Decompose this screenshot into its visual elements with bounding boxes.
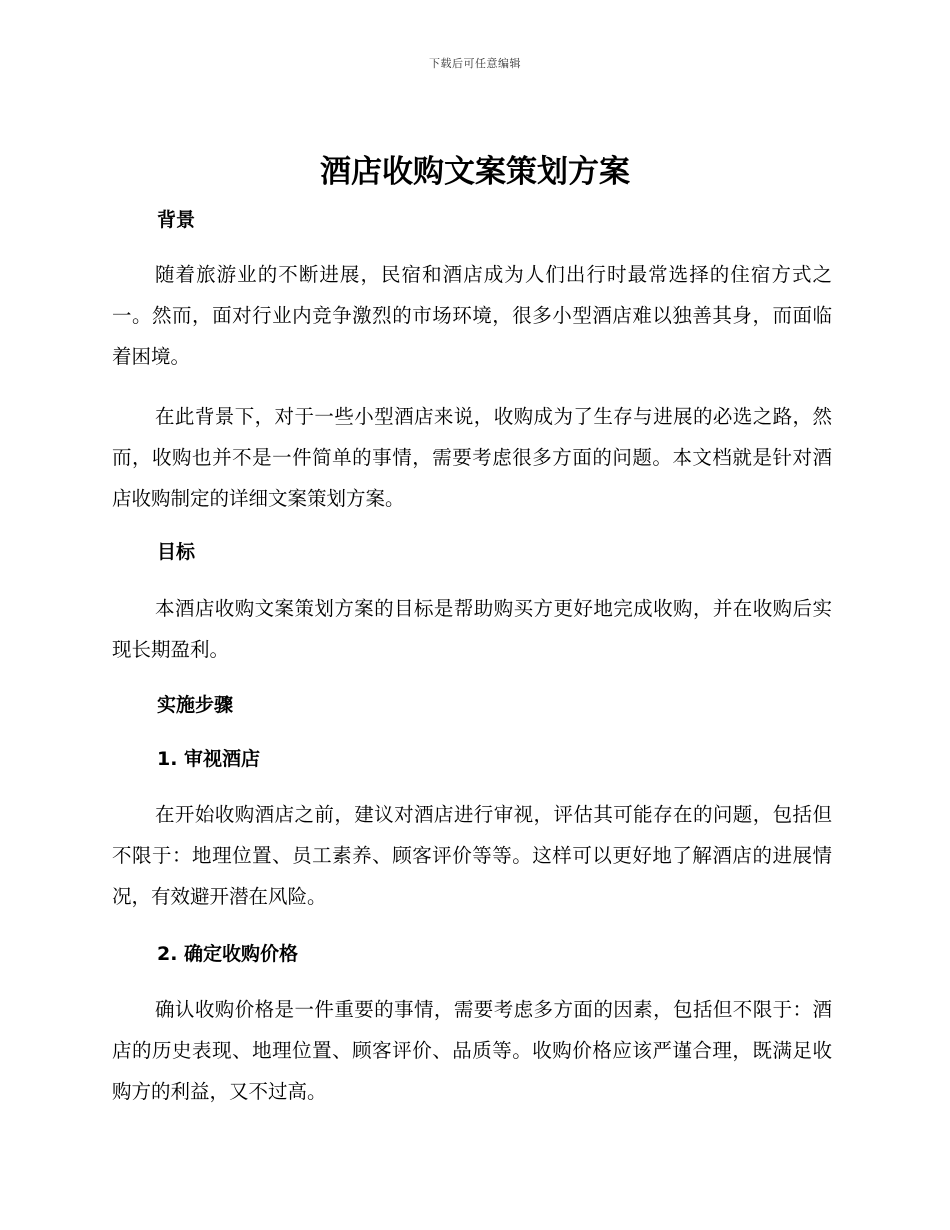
step-paragraph-2: 确认收购价格是一件重要的事情，需要考虑多方面的因素，包括但不限于：酒店的历史表现、地理位置、顾客评价、品质等。收购价格应该严谨合理，既满足收购方的利益，又不过高。: [112, 998, 832, 1103]
running-header: 下载后可任意编辑: [429, 57, 521, 70]
step-heading-1: 1. 审视酒店: [157, 748, 261, 770]
background-paragraph-2: 在此背景下，对于一些小型酒店来说，收购成为了生存与进展的必选之路，然而，收购也并不是一件简单的事情，需要考虑很多方面的问题。本文档就是针对酒店收购制定的详细文案策划方案。: [112, 405, 832, 510]
section-heading-background: 背景: [157, 209, 196, 231]
background-paragraph-1: 随着旅游业的不断进展，民宿和酒店成为人们出行时最常选择的住宿方式之一。然而，面对行业内竞争激烈的市场环境，很多小型酒店难以独善其身，而面临着困境。: [112, 263, 832, 368]
section-heading-goal: 目标: [157, 541, 196, 563]
document-title: 酒店收购文案策划方案: [320, 154, 630, 190]
step-heading-2: 2. 确定收购价格: [157, 943, 299, 965]
goal-paragraph: 本酒店收购文案策划方案的目标是帮助购买方更好地完成收购，并在收购后实现长期盈利。: [112, 597, 832, 661]
step-paragraph-1: 在开始收购酒店之前，建议对酒店进行审视，评估其可能存在的问题，包括但不限于：地理位置、员工素养、顾客评价等等。这样可以更好地了解酒店的进展情况，有效避开潜在风险。: [112, 803, 832, 908]
section-heading-steps: 实施步骤: [157, 694, 234, 716]
